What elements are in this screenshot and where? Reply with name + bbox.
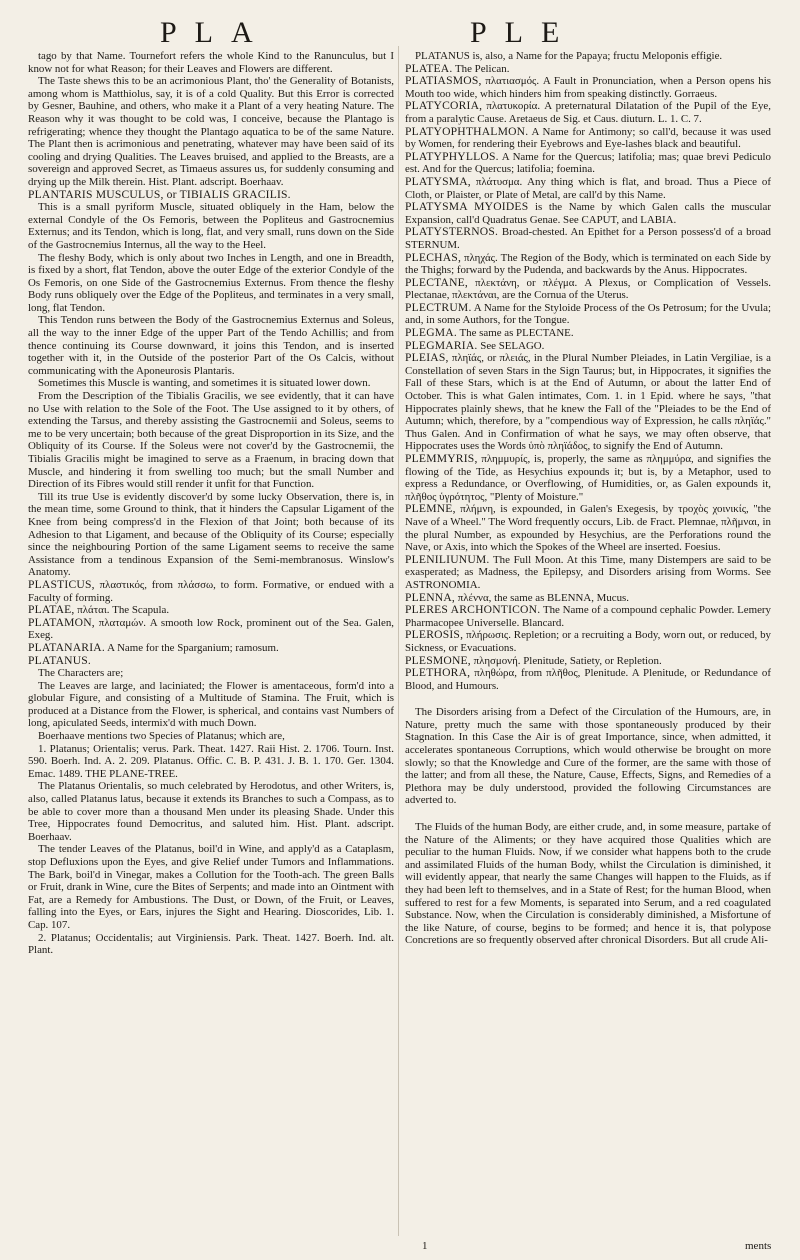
entry-paragraph: [28, 617, 394, 642]
entry-paragraph: [28, 252, 394, 315]
headword: PLATANUS.: [28, 653, 92, 667]
entry-text: tago by that Name. Tournefort refers the whole Kind to the Ranunculus, but I know not for what Reason; for their Leaves and Flowers are different.: [28, 50, 394, 75]
headword: PLATANARIA.: [28, 640, 105, 654]
entry-paragraph: [405, 821, 771, 947]
entry-paragraph: [28, 390, 394, 491]
entry-text: πληθώρα, from πλῆθος, Plenitude. A Plenitude, or Redundance of Blood, and Humours.: [405, 667, 771, 692]
entry-paragraph: [28, 189, 394, 202]
entry-paragraph: [405, 340, 771, 353]
headword: PLEGMA.: [405, 326, 457, 340]
headword: PLESMONE,: [405, 653, 471, 667]
entry-paragraph: [405, 252, 771, 277]
entry-text: 2. Platanus; Occidentalis; aut Virginiensis. Park. Theat. 1427. Boerh. Ind. alt. Plant.: [28, 931, 394, 957]
entry-paragraph: [405, 226, 771, 251]
entry-text: A Name for the Sparganium; ramosum.: [107, 641, 279, 654]
entry-paragraph: [28, 201, 394, 251]
entry-text: 1. Platanus; Orientalis; verus. Park. Theat. 1427. Raii Hist. 2. 1706. Tourn. Inst. 590. Boerh. Ind. A. 2. 209. Platanus. Offic. C. B. P. 431. J. B. 1. 170. Ger. 1304. Emac. 1489. THE PLANE-TREE.: [28, 742, 394, 780]
entry-paragraph: [405, 176, 771, 201]
entry-text: The same as PLECTANE.: [459, 327, 574, 340]
headword: PLATYCORIA,: [405, 99, 483, 113]
entry-paragraph: [405, 706, 771, 807]
entry-paragraph: [405, 277, 771, 302]
entry-text: πλεκτάνη, or πλέγμα. A Plexus, or Complication of Vessels. Plectanae, πλεκτάναι, are the Cornua of the Uterus.: [405, 276, 771, 302]
entry-text: πληχάς. The Region of the Body, which is terminated on each Side by the Thighs; forward by the Pudenda, and backwards by the Anus. Hippocrates.: [405, 251, 771, 277]
entry-paragraph: [405, 667, 771, 692]
entry-text: Till its true Use is evidently discover'd by some lucky Observation, there is, in the mean time, some Ground to think, that it hinders the Capsular Ligament of the Knee from being compress'd in the Flexion of that Joint; both because of its Adhesion to that Ligament, and because of the Obliquity of its Course; especially since the neighbouring Portion of the same Ligament seems to receive the same Assistance from a tendinous Expansion of the Semi-membranosus. Winslow's Anatomy.: [28, 490, 394, 579]
page-footer: [0, 1240, 800, 1254]
headword: PLENILIUNUM.: [405, 552, 490, 566]
entry-text: πλήρωσις. Repletion; or a recruiting a Body, worn out, or reduced, by Sickness, or Evacuations.: [405, 629, 771, 654]
entry-text: The Characters are;: [38, 667, 124, 680]
entry-paragraph: [28, 932, 394, 957]
section-gap: [405, 807, 771, 821]
entry-paragraph: [405, 503, 771, 553]
entry-text: Broad-chested. An Epithet for a Person possess'd of a broad STERNUM.: [405, 226, 771, 251]
headword: PLATYOPHTHALMON.: [405, 124, 529, 138]
entry-text: A Name for Antimony; so call'd, because it was used by Women, for rendering their Eyebrows and Eye-lashes black and beautiful.: [405, 125, 771, 151]
entry-text: This is a small pyriform Muscle, situated obliquely in the Ham, below the external Condyle of the Os Femoris, between the Popliteus and Gastrocnemius Externus; and its Tendon, which is long, flat, and very small, runs down on the Side of the Gastrocnemius Internus, all the way to the Heel.: [28, 201, 394, 251]
entry-paragraph: [28, 75, 394, 188]
entry-paragraph: [28, 579, 394, 604]
entry-paragraph: [28, 730, 394, 743]
header-left: PLA: [160, 16, 271, 49]
entry-text: πλαστικός, from πλάσσω, to form. Formative, or endued with a Faculty of forming.: [28, 578, 394, 604]
entry-text: PLATANUS is, also, a Name for the Papaya; fructu Meloponis effigie.: [415, 50, 723, 62]
entry-text: See SELAGO.: [480, 339, 545, 352]
entry-paragraph: [405, 629, 771, 654]
entry-paragraph: [405, 302, 771, 327]
entry-paragraph: [28, 743, 394, 781]
headword: PLECHAS,: [405, 250, 462, 264]
entry-text: The Fluids of the human Body, are either crude, and, in some measure, partake of the Nature of the Aliments; or they have acquired those Qualities which are peculiar to the human Fluids. Now, if we consider what happens both to the crude and assimilated Fluids of the human Body, whilst the Circulation is diminished, it will evidently appear, that nearly the same Changes will happen to the Fluids, as if they had been left to themselves, and in a State of Rest; for the human Blood, when suffered to rest for a few Moments, is separated into Serum, and a red coagulated Substance. Now, when the Circulation is considerably diminished, a Misfortune of the like Nature, of course, begins to be formed; and hence it is, that polypose Concretions are so frequently observed after chronical Disorders. But all crude Ali-: [405, 821, 771, 947]
entry-text: πλέννα, the same as BLENNA, Mucus.: [457, 591, 630, 604]
headword: PLENNA,: [405, 590, 456, 604]
entry-paragraph: [405, 100, 771, 125]
entry-paragraph: [28, 667, 394, 680]
entry-paragraph: [28, 843, 394, 931]
entry-text: πλάται. The Scapula.: [77, 604, 170, 617]
headword: PLATIASMOS,: [405, 74, 482, 88]
catchword: ments: [745, 1240, 772, 1252]
headword: PLATEA.: [405, 61, 453, 75]
right-column: [405, 50, 771, 1246]
entry-paragraph: [28, 491, 394, 579]
entry-paragraph: [405, 453, 771, 503]
entry-text: πλαταμών. A smooth low Rock, prominent out of the Sea. Galen, Exeg.: [28, 616, 394, 642]
entry-text: πλησμονή. Plenitude, Satiety, or Repletion.: [473, 654, 662, 667]
entry-paragraph: [405, 554, 771, 592]
headword: PLATYSMA MYOIDES: [405, 200, 529, 214]
section-gap: [405, 692, 771, 706]
entry-text: Boerhaave mentions two Species of Platanus; which are,: [38, 730, 285, 743]
column-divider: [398, 46, 399, 1236]
headword: PLEROSIS,: [405, 628, 464, 642]
entry-text: This Tendon runs between the Body of the Gastrocnemius Externus and Soleus, all the way to the inner Edge of the upper Part of the Tendo Achillis; and from thence continuing its Course downward, it joins this Tendon, and is inserted together with it, in the Outside of the posterior Part of the Os Calcis, without communicating with the Aponeurosis Plantaris.: [28, 314, 394, 377]
headword: PLATYSTERNOS.: [405, 225, 499, 239]
headword: PLEIAS,: [405, 351, 449, 365]
headword: PLANTARIS MUSCULUS, or TIBIALIS GRACILIS.: [28, 187, 291, 201]
headword: PLEGMARIA.: [405, 338, 478, 352]
headword: PLATYPHYLLOS.: [405, 149, 499, 163]
entry-paragraph: [405, 352, 771, 453]
entry-paragraph: [28, 314, 394, 377]
entry-text: πλατιασμός. A Fault in Pronunciation, when a Person opens his Mouth too wide, which hinders him from speaking distinctly. Gorraeus.: [405, 75, 771, 100]
entry-paragraph: [405, 50, 771, 63]
entry-paragraph: [405, 126, 771, 151]
entry-text: πλατυκορία. A preternatural Dilatation of the Pupil of the Eye, from a paralytic Cause. Aretaeus de Sig. et Caus. diuturn. L. 1. C. 7.: [405, 100, 771, 125]
headword: PLATAE,: [28, 603, 75, 617]
entry-paragraph: [405, 201, 771, 226]
left-column: [28, 50, 394, 1246]
headword: PLASTICUS,: [28, 577, 95, 591]
entry-text: The Disorders arising from a Defect of the Circulation of the Humours, are, in Nature, pretty much the same with those spontaneously produced by their Stagnation. In this Case the Air is of great Importance, since, when admitted, it accelerates spontaneous Corruptions, which would otherwise be brought on more slowly; so that the Knowledge and Cure of the former, are the same with those of the latter; and from all these, the Nature, Cause, Effects, Signs, and Remedies of a Plethora may be duly understood, provided the following Circumstances are adverted to.: [405, 706, 771, 807]
entry-text: The Platanus Orientalis, so much celebrated by Herodotus, and other Writers, is, also, called Platanus latus, because it extends its Branches to such a Compass, as to be able to cover more than a thousand Men under its pleasing Shade. Under this Tree, Hippocrates found Democritus, and saluted him. Hist. Plant. adscript. Boerhaav.: [28, 780, 394, 843]
entry-text: The tender Leaves of the Platanus, boil'd in Wine, and apply'd as a Cataplasm, stop Defluxions upon the Eyes, and give Relief under Tumors and Inflammations. The Bark, boil'd in Vinegar, makes a Collution for the Tooth-ach. The green Balls or Fruit, drank in Wine, cure the Bites of Serpents; and made into an Ointment with Fat, are a Remedy for Ambustions. The Dust, or Down, of the Fruit, or Leaves, falling into the Eyes, or Ears, injures the Sight and Hearing. Dioscorides, Lib. 1. Cap. 107.: [28, 843, 394, 931]
entry-text: πληϊάς, or πλειάς, in the Plural Number Pleiades, in Latin Vergiliae, is a Constellation of seven Stars in the Sign Taurus; but, in Hippocrates, it signifies the Fall of these Stars, which is at the End of Autumn, or about the latter End of October. This is what Galen intimates, Com. 1. in 1 Epid. where he says, "that Hippocrates plainly shews, that he knew the Fall of the "Pleiades to be the End of Autumn; which, therefore, by a "compendious way of Expression, he calls πληϊάς." Thus Galen. And in Confirmation of what he says, we may often observe, that Hippocrates uses the Words ὑπὸ πληϊάδος, to signify the End of Autumn.: [405, 352, 771, 453]
entry-text: The Leaves are large, and laciniated; the Flower is amentaceous, form'd into a globular Figure, and consisting of a Multitude of Stamina. The Fruit, which is produced at a Distance from the Flower, is spherical, and contains vast Numbers of long, apiculated Seeds, intermix'd with much Down.: [28, 679, 394, 730]
entry-paragraph: [28, 377, 394, 390]
entry-paragraph: [405, 604, 771, 629]
headword: PLECTRUM.: [405, 300, 472, 314]
entry-text: Sometimes this Muscle is wanting, and sometimes it is situated lower down.: [38, 377, 371, 390]
entry-paragraph: [28, 680, 394, 730]
headword: PLECTANE,: [405, 275, 469, 289]
entry-text: From the Description of the Tibialis Gracilis, we see evidently, that it can have no Use with relation to the Sole of the Foot. The Use assigned to it by others, of extending the Tarsus, and thereby assisting the Gastrocnemii and Soleus, seems to me to be very uncertain; both because of the great Disproportion in its Size, and the Obliquity of its Course. If the Soleus were not cover'd by the Gastrocnemii, the Tibialis Gracilis might be imagined to serve as a Fraenum, in bracing down that Muscle, and hindering it from swelling too much; but the small Number and Direction of its Fibres would still render it unfit for that Function.: [28, 390, 394, 491]
header-right: PLE: [470, 16, 578, 49]
headword: PLEMMYRIS,: [405, 452, 478, 465]
entry-paragraph: [28, 655, 394, 668]
entry-paragraph: [28, 780, 394, 843]
entry-text: The Full Moon. At this Time, many Distempers are said to be exasperated; as Madness, the Epilepsy, and Disorders arising from Worms. See ASTRONOMIA.: [405, 553, 771, 591]
headword: PLATYSMA,: [405, 174, 471, 188]
headword: PLERES ARCHONTICON.: [405, 603, 541, 617]
entry-paragraph: [405, 75, 771, 100]
entry-text: πλημμυρίς, is, properly, the same as πλημμύρα, and signifies the flowing of the Tide, as Hesychius expounds it; but is, by a Metaphor, used to express a Redundance, or Overflowing, of Humidities, or, as Galen expounds it, πλῆθος ὑγρότητος, "Plenty of Moisture.": [405, 453, 771, 503]
entry-text: A Name for the Styloide Process of the Os Petrosum; for the Uvula; and, in some Authors, for the Tongue.: [405, 301, 771, 327]
entry-text: πλήμνη, is expounded, in Galen's Exegesis, by τροχὸς χοινικίς, "the Nave of a Wheel." The Word frequently occurs, Lib. de Fract. Plemnae, πλῆμναι, in the plural Number, as expounded by Hesychius, are the Perforations round the Nave, or Axis, into which the Spokes of the Wheel are inserted. Foesius.: [405, 503, 771, 554]
headword: PLEMNE,: [405, 502, 456, 516]
entry-paragraph: [405, 151, 771, 176]
page-folio: 1: [422, 1240, 428, 1252]
entry-text: The Pelican.: [454, 62, 510, 75]
entry-text: A Name for the Quercus; latifolia; mas; quae brevi Pediculo est. And for the Quercus; latifolia; foemina.: [405, 150, 771, 176]
entry-text: The Name of a compound cephalic Powder. Lemery Pharmacopee Universelle. Blancard.: [405, 604, 771, 629]
entry-text: is the Name by which Galen calls the muscular Expansion, call'd Quadratus Genae. See CAPUT, and LABIA.: [405, 201, 771, 226]
entry-text: The Taste shews this to be an acrimonious Plant, tho' the Generality of Botanists, among whom is Matthiolus, say, it is of a cold Quality. But this Error is corrected by Gesner, Bauhine, and others, who make it a Plant of a very heating Nature. The Reason why it was thought to be cold was, I conceive, because the Plantago is refrigerating; whence they thought the Plantago aquatica to be of the same Nature. The Plant then is acrimonious and penetrating, whatever may have been said of its cooling and drying Qualities. The Leaves bruised, and applied to the Breasts, are a sovereign and approved Secret, as Timaeus assures us, for suddenly consuming and drying up the Milk therein. Hist. Plant. adscript. Boerhaav.: [28, 75, 394, 188]
headword: PLETHORA,: [405, 666, 471, 680]
entry-text: The fleshy Body, which is only about two Inches in Length, and one in Breadth, is fixed by a short, flat Tendon, above the outer Edge of the exterior Condyle of the Os Femoris, on one Side of the Gastrocnemius Externus. From thence the fleshy Body runs obliquely over the Edge of the Popliteus, and terminates in a very small, long, flat Tendon.: [28, 251, 394, 314]
entry-text: πλάτυσμα. Any thing which is flat, and broad. Thus a Piece of Cloth, or Plaister, or Plate of Metal, are call'd by this Name.: [405, 175, 771, 201]
entry-paragraph: [28, 50, 394, 75]
headword: PLATAMON,: [28, 615, 95, 629]
